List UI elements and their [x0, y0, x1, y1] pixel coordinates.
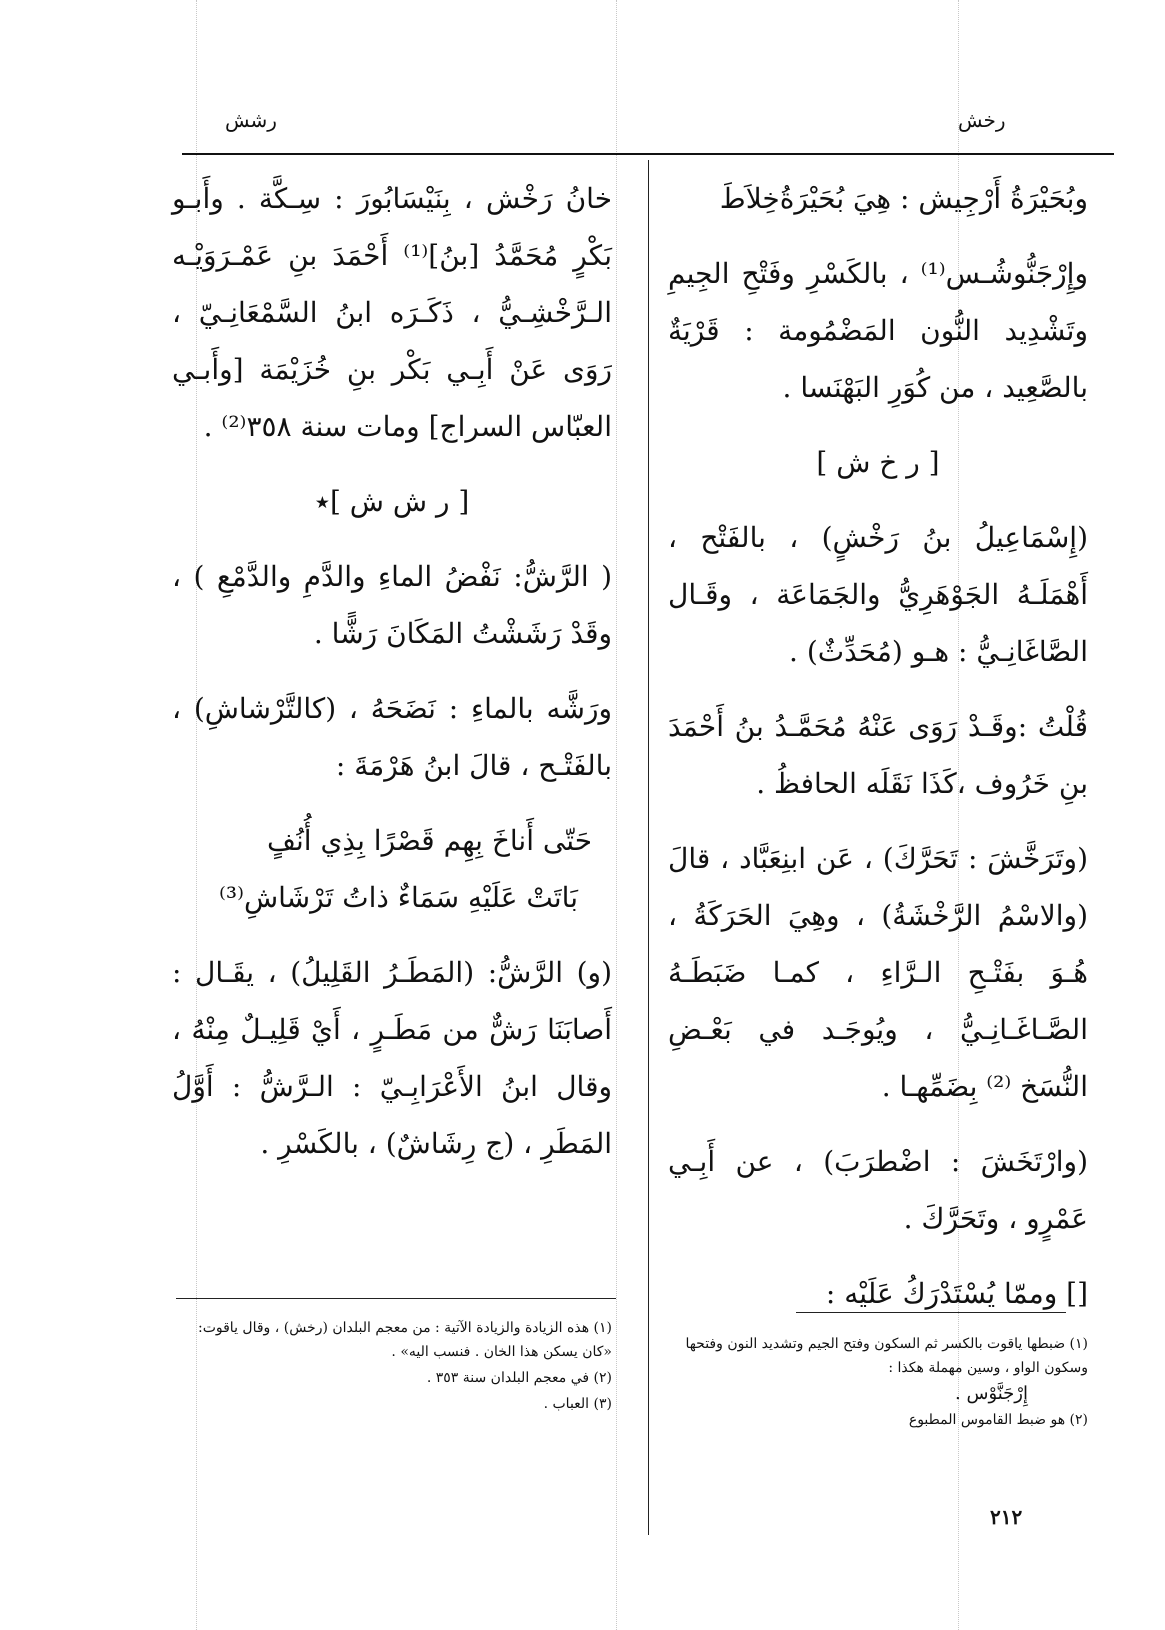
entry-paragraph: (إِسْمَاعِيلُ بنُ رَخْشٍ) ، بالفَتْح ، أَهْمَلَـهُ الجَوْهَرِيُّ والجَمَاعَة ، وقَـال الصَّاغَانِـيُّ : هـو (مُحَدِّثٌ) . — [668, 521, 1088, 668]
root-heading: [ ر ش ش ]٭ — [314, 485, 470, 518]
page-number: ٢١٢ — [990, 1505, 1023, 1529]
scan-guide-line — [616, 0, 617, 1630]
footnote: (٢) هو ضبط القاموس المطبوع — [908, 1412, 1088, 1428]
footnote-rule — [796, 1312, 1066, 1313]
footnote: (١) ضبطها ياقوت بالكسر ثم السكون وفتح الجيم وتشديد النون وفتحها وسكون الواو ، وسين مهملة هكذا : — [685, 1336, 1088, 1376]
left-running-head: رشش — [225, 108, 277, 132]
entry-paragraph: خانُ رَخْش ، بِنَيْسَابُورَ : سِـكَّة . وأَبـو بَكْرٍ مُحَمَّدُ [بنُ]⁽¹⁾ أَحْمَدَ بنِ عَمْـرَوَيْـه الـرَّخْشِـيُّ ، ذَكَـرَه ابنُ السَّمْعَانِـيّ ، رَوَى عَنْ أَبِـي بَكْر بنِ خُزَيْمَة [وأَبـي العبّاس السراج] ومات سنة ٣٥٨⁽²⁾ . — [172, 182, 613, 443]
entry-paragraph: ( الرَّشُّ: نَفْضُ الماءِ والدَّمِ والدَّمْعِ ) ، وقَدْ رَشَشْتُ المَكَانَ رَشًّا . — [172, 560, 612, 650]
footnote: (٢) في معجم البلدان سنة ٣٥٣ . — [426, 1370, 612, 1386]
footnote: إِرْجَنَّوْس . — [955, 1383, 1028, 1404]
entry-paragraph: قُلْتُ :وقَـدْ رَوَى عَنْهُ مُحَمَّـدُ بنُ أَحْمَدَ بنِ خَرُوف ،كَذَا نَقَلَه الحافظُ . — [668, 710, 1088, 800]
left-footnotes — [172, 1316, 612, 1418]
entry-paragraph: (وارْتَخَشَ : اضْطرَبَ) ، عن أَبِـي عَمْرٍو ، وتَحَرَّكَ . — [668, 1145, 1088, 1235]
entry-paragraph: (و) الرَّشُّ: (المَطَـرُ القَلِيلُ) ، يقَـال : أَصابَنَا رَشٌّ من مَطَـرٍ ، أَيْ قَلِيـلٌ مِنْهُ ، وقال ابنُ الأَعْرَابِـيّ : الـرَّشُّ : أَوَّلُ المَطَرِ ، (ج رِشَاشٌ) ، بالكَسْرِ . — [172, 956, 612, 1160]
entry-paragraph: (وتَرَخَّشَ : تَحَرَّكَ) ، عَن ابنِعَبَّاد ، قالَ (والاسْمُ الرَّخْشَةُ) ، وهِيَ الحَرَكَةُ ، هُـوَ بفَتْـحِ الـرَّاءِ ، كمـا ضَبَطَـهُ الصَّـاغَـانِـيُّ ، ويُوجَـد في بَعْـضِ النُّسَخ ⁽²⁾ بِضَمِّهـا . — [668, 842, 1088, 1103]
footnote-rule — [176, 1298, 616, 1299]
footnote: (١) هذه الزيادة والزيادة الآتية : من معجم البلدان (رخش) ، وقال ياقوت: «كان يسكن هذا الخان . فنسب اليه» . — [197, 1320, 612, 1360]
left-column — [172, 170, 612, 1190]
entry-paragraph: [] وممّا يُسْتَدْرَكُ عَلَيْه : — [825, 1277, 1088, 1310]
entry-paragraph: ورَشَّه بالماءِ : نَضَحَهُ ، (كالتَّرْشاشِ) ، بالفَتْـح ، قالَ ابنُ هَرْمَةَ : — [172, 692, 612, 782]
poetry-verse: حَتّى أَناخَ بِهِم قَصْرًا بِذِي أُنُفٍ — [267, 824, 592, 857]
header-rule — [182, 153, 1114, 155]
right-running-head: رخش — [958, 108, 1006, 132]
poetry-verse: بَاتَتْ عَلَيْهِ سَمَاءٌ ذاتُ تَرْشَاشِ⁽³⁾ — [218, 881, 578, 914]
root-heading: [ ر خ ش ] — [816, 446, 940, 479]
right-column — [668, 170, 1088, 1340]
footnote: (٣) العباب . — [543, 1396, 612, 1412]
entry-paragraph: وبُحَيْرَةُ أَرْجِيش : هِيَ بُحَيْرَةُخِلاَطَ — [719, 182, 1088, 215]
right-footnotes — [668, 1332, 1088, 1434]
column-divider — [648, 160, 649, 1535]
entry-paragraph: وإِرْجَنُّوشُـس⁽¹⁾ ، بالكَسْرِ وفَتْحِ الجِيمِ وتَشْدِيد النُّون المَضْمُومة : قَرْيَةٌ بالصَّعِيد ، من كُوَرِ البَهْنَسا . — [668, 257, 1088, 404]
